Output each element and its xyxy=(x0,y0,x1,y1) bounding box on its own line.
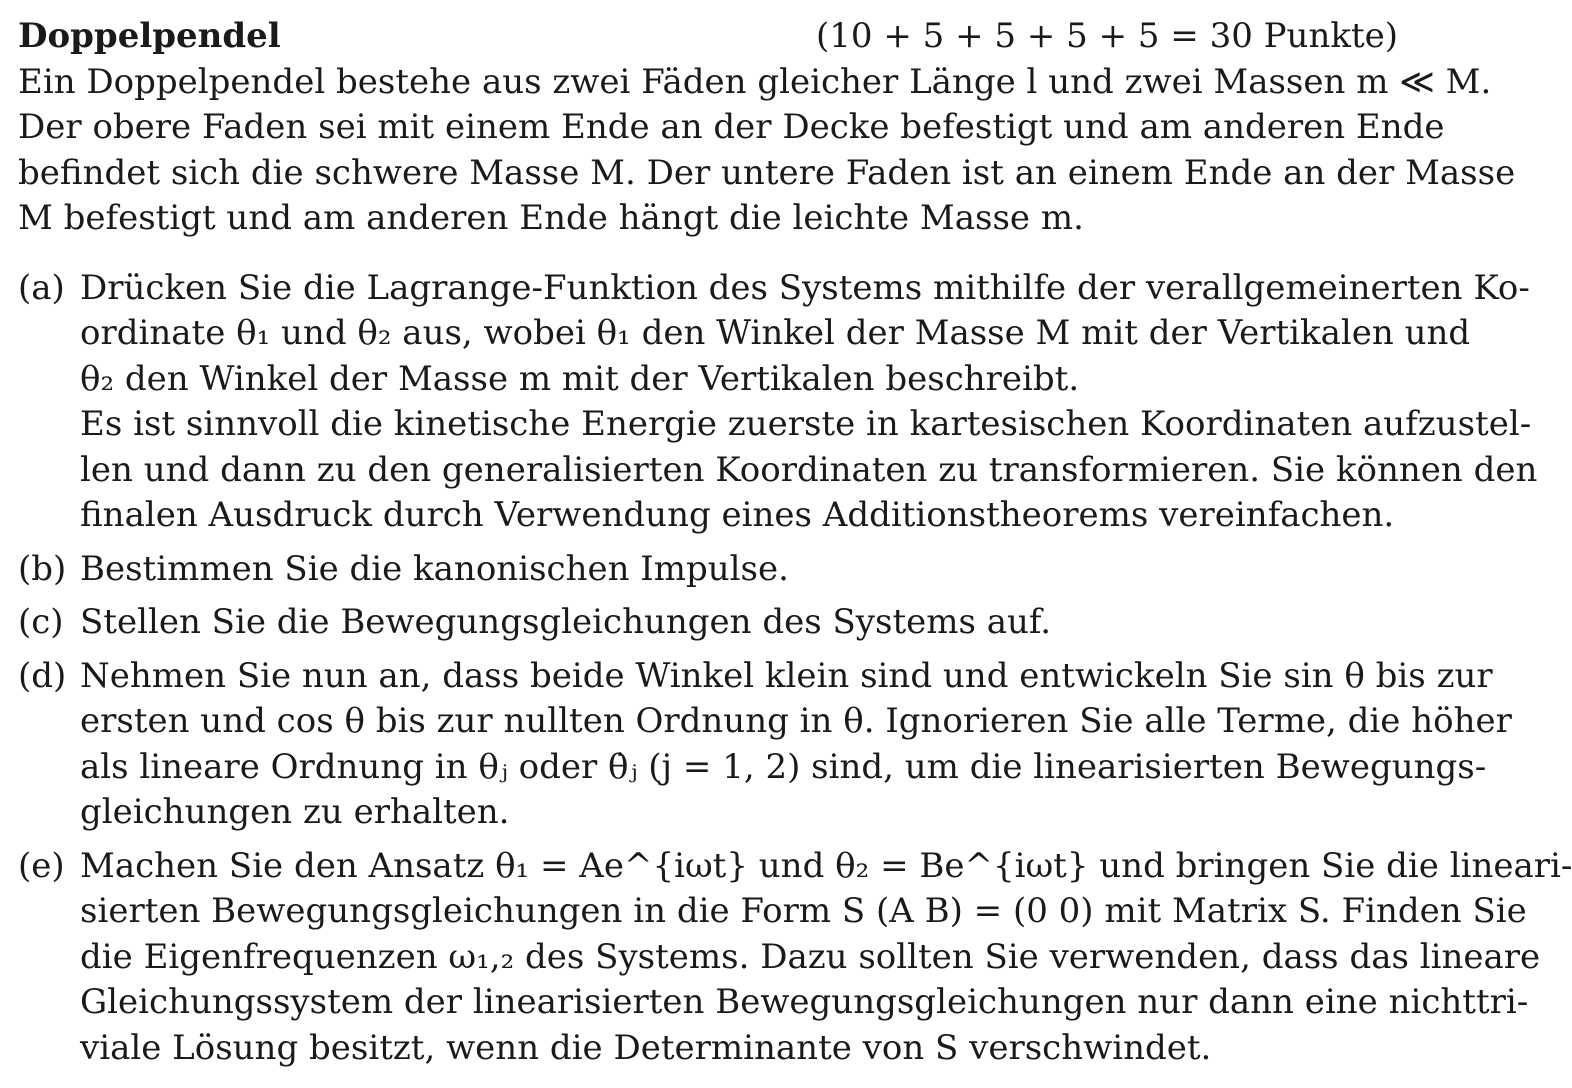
intro-line: befindet sich die schwere Masse M. Der untere Faden ist an einem Ende an der Masse xyxy=(18,152,1516,193)
task-line: θ₂ den Winkel der Masse m mit der Vertikalen beschreibt. xyxy=(80,358,1080,399)
task-line: die Eigenfrequenzen ω₁,₂ des Systems. Dazu sollten Sie verwenden, dass das lineare xyxy=(80,936,1541,977)
points-summary: (10 + 5 + 5 + 5 + 5 = 30 Punkte) xyxy=(816,16,1398,56)
task-line: len und dann zu den generalisierten Koordinaten zu transformieren. Sie können den xyxy=(80,449,1538,490)
intro-line: M befestigt und am anderen Ende hängt die leichte Masse m. xyxy=(18,198,1084,238)
task-line: Stellen Sie die Bewegungsgleichungen des Systems auf. xyxy=(80,602,1052,642)
task-item-d xyxy=(18,654,1512,836)
task-line: finalen Ausdruck durch Verwendung eines Additionstheorems vereinfachen. xyxy=(80,495,1395,535)
task-item-b xyxy=(18,547,1398,593)
task-label: (a) xyxy=(18,267,65,308)
task-label: (b) xyxy=(18,548,67,589)
task-line: viale Lösung besitzt, wenn die Determinante von S verschwindet. xyxy=(80,1027,1212,1068)
task-line: Drücken Sie die Lagrange-Funktion des Systems mithilfe der verallgemeinerten Ko- xyxy=(80,267,1530,308)
task-item-a xyxy=(18,266,1538,539)
task-line: Gleichungssystem der linearisierten Bewegungsgleichungen nur dann eine nichttri- xyxy=(80,982,1529,1022)
task-label: (e) xyxy=(18,845,65,886)
intro-line: Ein Doppelpendel bestehe aus zwei Fäden gleicher Länge l und zwei Massen m ≪ M. xyxy=(18,61,1492,102)
task-line: ersten und cos θ bis zur nullten Ordnung in θ. Ignorieren Sie alle Terme, die höher xyxy=(80,701,1512,741)
exercise-title: Doppelpendel xyxy=(18,16,281,56)
task-line: Bestimmen Sie die kanonischen Impulse. xyxy=(80,548,789,589)
task-line: Es ist sinnvoll die kinetische Energie zuerste in kartesischen Koordinaten aufzustel- xyxy=(80,404,1532,444)
task-label: (c) xyxy=(18,602,64,642)
intro-line: Der obere Faden sei mit einem Ende an der Decke befestigt und am anderen Ende xyxy=(18,107,1445,147)
task-line: ordinate θ₁ und θ₂ aus, wobei θ₁ den Winkel der Masse M mit der Vertikalen und xyxy=(80,313,1471,353)
task-item-e xyxy=(18,844,1572,1072)
task-line: Nehmen Sie nun an, dass beide Winkel klein sind und entwickeln Sie sin θ bis zur xyxy=(80,655,1493,696)
intro-paragraph xyxy=(18,60,1516,242)
task-item-c xyxy=(18,600,1398,646)
task-line: Machen Sie den Ansatz θ₁ = Ae^{iωt} und θ₂ = Be^{iωt} und bringen Sie die lineari- xyxy=(80,845,1572,886)
task-line: als lineare Ordnung in θⱼ oder θ̇ⱼ (j = 1, 2) sind, um die linearisierten Bewegungs- xyxy=(80,746,1487,787)
task-label: (d) xyxy=(18,655,67,696)
exercise-sheet xyxy=(18,14,1572,1071)
task-line: sierten Bewegungsgleichungen in die Form S (A B) = (0 0) mit Matrix S. Finden Sie xyxy=(80,891,1527,931)
exercise-header xyxy=(18,14,1398,60)
task-line: gleichungen zu erhalten. xyxy=(80,792,510,832)
